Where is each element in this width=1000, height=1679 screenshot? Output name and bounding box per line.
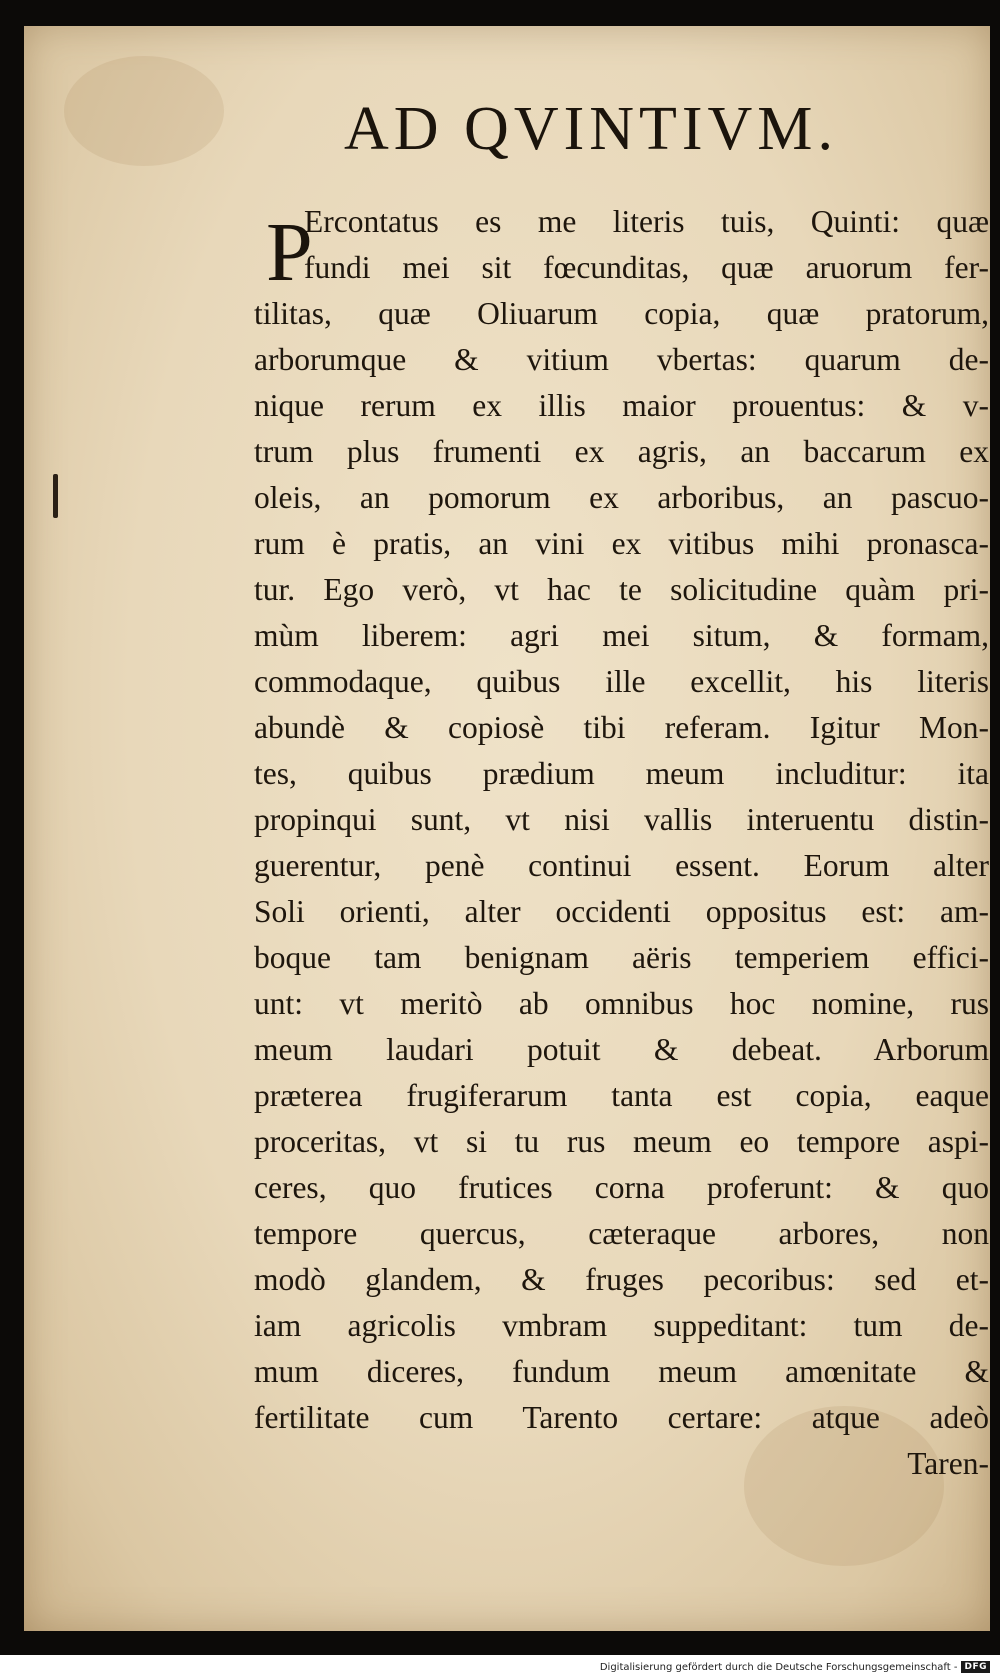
text-line: fertilitate cum Tarento certare: atque adeò xyxy=(254,1400,989,1435)
text-line: propinqui sunt, vt nisi vallis interuentu distin- xyxy=(254,802,989,837)
drop-cap: P xyxy=(266,206,313,299)
text-line: mum diceres, fundum meum amœnitate & xyxy=(254,1354,989,1389)
text-line: tilitas, quæ Oliuarum copia, quæ pratorum, xyxy=(254,296,989,331)
text-line: nique rerum ex illis maior prouentus: & v- xyxy=(254,388,989,423)
text-line: abundè & copiosè tibi referam. Igitur Mon- xyxy=(254,710,989,745)
book-page xyxy=(24,26,990,1631)
text-line: guerentur, penè continui essent. Eorum alter xyxy=(254,848,989,883)
paper-stain xyxy=(64,56,224,166)
text-line: tes, quibus prædium meum includitur: ita xyxy=(254,756,989,791)
text-line: ceres, quo frutices corna proferunt: & quo xyxy=(254,1170,989,1205)
digitization-credit xyxy=(600,1659,990,1675)
text-line: trum plus frumenti ex agris, an baccarum ex xyxy=(254,434,989,469)
text-line: iam agricolis vmbram suppeditant: tum de- xyxy=(254,1308,989,1343)
text-line: tempore quercus, cæteraque arbores, non xyxy=(254,1216,989,1251)
text-line: mùm liberem: agri mei situm, & formam, xyxy=(254,618,989,653)
text-line: boque tam benignam aëris temperiem effici- xyxy=(254,940,989,975)
text-line: commodaque, quibus ille excellit, his literis xyxy=(254,664,989,699)
text-line: Ercontatus es me literis tuis, Quinti: quæ xyxy=(304,204,989,239)
text-line: modò glandem, & fruges pecoribus: sed et- xyxy=(254,1262,989,1297)
body-text xyxy=(254,199,989,1487)
text-line: unt: vt meritò ab omnibus hoc nomine, rus xyxy=(254,986,989,1021)
dfg-logo: DFG xyxy=(961,1661,990,1673)
credit-text: Digitalisierung gefördert durch die Deutsche Forschungsgemeinschaft - xyxy=(599,1661,958,1673)
text-line: Soli orienti, alter occidenti oppositus est: am- xyxy=(254,894,989,929)
text-line: fundi mei sit fœcunditas, quæ aruorum fer- xyxy=(304,250,989,285)
text-line: rum è pratis, an vini ex vitibus mihi pronasca- xyxy=(254,526,989,561)
margin-mark xyxy=(53,474,58,518)
text-line: arborumque & vitium vbertas: quarum de- xyxy=(254,342,989,377)
text-line: meum laudari potuit & debeat. Arborum xyxy=(254,1032,989,1067)
text-line: proceritas, vt si tu rus meum eo tempore aspi- xyxy=(254,1124,989,1159)
text-line: tur. Ego verò, vt hac te solicitudine quàm pri- xyxy=(254,572,989,607)
page-heading: AD QVINTIVM. xyxy=(344,95,838,163)
text-line: præterea frugiferarum tanta est copia, eaque xyxy=(254,1078,989,1113)
text-line: oleis, an pomorum ex arboribus, an pascuo- xyxy=(254,480,989,515)
catchword: Taren- xyxy=(907,1446,989,1481)
